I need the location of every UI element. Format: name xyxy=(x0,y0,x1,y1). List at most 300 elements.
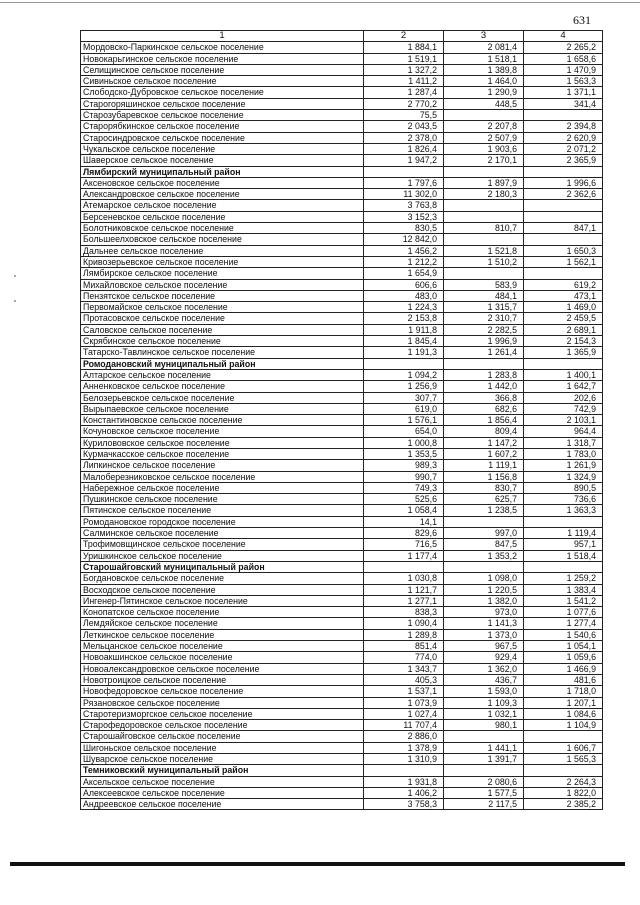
value-cell: 619,2 xyxy=(524,279,603,290)
value-cell: 1 383,4 xyxy=(524,584,603,595)
value-cell xyxy=(524,561,603,572)
value-cell: 989,3 xyxy=(364,460,444,471)
settlement-name-cell: Ромодановский муниципальный район xyxy=(81,358,364,369)
page-number: 631 xyxy=(573,13,591,27)
settlement-name-cell: Слободско-Дубровское сельское поселение xyxy=(81,87,364,98)
table-row xyxy=(81,505,603,516)
value-cell: 774,0 xyxy=(364,652,444,663)
value-cell: 2 170,1 xyxy=(444,155,524,166)
value-cell: 625,7 xyxy=(444,494,524,505)
settlement-name-cell: Трофимовщинское сельское поселение xyxy=(81,539,364,550)
value-cell: 11 707,4 xyxy=(364,720,444,731)
settlement-name-cell: Скрябинское сельское поселение xyxy=(81,336,364,347)
value-cell: 1 177,4 xyxy=(364,550,444,561)
settlement-name-cell: Протасовское сельское поселение xyxy=(81,313,364,324)
settlement-name-cell: Татарско-Тавлинское сельское поселение xyxy=(81,347,364,358)
value-cell xyxy=(364,166,444,177)
settlement-name-cell: Белозерьевское сельское поселение xyxy=(81,392,364,403)
value-cell: 483,0 xyxy=(364,290,444,301)
table-row xyxy=(81,674,603,685)
settlement-name-cell: Кочуновское сельское поселение xyxy=(81,426,364,437)
value-cell: 1 109,3 xyxy=(444,697,524,708)
value-cell: 1 658,6 xyxy=(524,53,603,64)
value-cell xyxy=(524,110,603,121)
value-cell: 1 518,1 xyxy=(444,53,524,64)
table-row xyxy=(81,652,603,663)
settlement-name-cell: Старошайговское сельское поселение xyxy=(81,731,364,742)
value-cell: 1 362,0 xyxy=(444,663,524,674)
settlement-name-cell: Андреевское сельское поселение xyxy=(81,799,364,810)
settlement-name-cell: Конопатское сельское поселение xyxy=(81,607,364,618)
value-cell: 1 287,4 xyxy=(364,87,444,98)
value-cell: 2 378,0 xyxy=(364,132,444,143)
table-row xyxy=(81,189,603,200)
value-cell: 2 770,2 xyxy=(364,98,444,109)
value-cell: 1 469,0 xyxy=(524,302,603,313)
table-row xyxy=(81,697,603,708)
district-row xyxy=(81,765,603,776)
value-cell: 1 090,4 xyxy=(364,618,444,629)
table-row xyxy=(81,369,603,380)
value-cell: 929,4 xyxy=(444,652,524,663)
table-row xyxy=(81,437,603,448)
settlement-name-cell: Новотроицкое сельское поселение xyxy=(81,674,364,685)
value-cell: 990,7 xyxy=(364,471,444,482)
top-scan-edge xyxy=(0,2,640,3)
value-cell: 202,6 xyxy=(524,392,603,403)
table-row xyxy=(81,392,603,403)
settlement-name-cell: Кривозерьевское сельское поселение xyxy=(81,256,364,267)
value-cell: 716,5 xyxy=(364,539,444,550)
value-cell: 1 519,1 xyxy=(364,53,444,64)
value-cell: 1 911,8 xyxy=(364,324,444,335)
header-cell: 1 xyxy=(81,31,364,42)
value-cell: 484,1 xyxy=(444,290,524,301)
value-cell: 2 265,2 xyxy=(524,42,603,53)
value-cell: 619,0 xyxy=(364,403,444,414)
value-cell xyxy=(444,110,524,121)
value-cell: 1 441,1 xyxy=(444,742,524,753)
table-row xyxy=(81,584,603,595)
value-cell: 1 642,7 xyxy=(524,381,603,392)
value-cell: 1 104,9 xyxy=(524,720,603,731)
value-cell xyxy=(364,358,444,369)
value-cell: 1 537,1 xyxy=(364,686,444,697)
value-cell: 1 290,9 xyxy=(444,87,524,98)
value-cell: 749,3 xyxy=(364,482,444,493)
value-cell xyxy=(524,200,603,211)
bottom-scan-edge xyxy=(10,862,625,866)
value-cell xyxy=(364,765,444,776)
settlement-name-cell: Набережное сельское поселение xyxy=(81,482,364,493)
value-cell: 838,3 xyxy=(364,607,444,618)
value-cell: 1 884,1 xyxy=(364,42,444,53)
value-cell: 829,6 xyxy=(364,528,444,539)
value-cell: 1 406,2 xyxy=(364,787,444,798)
table-row xyxy=(81,528,603,539)
value-cell: 2 459,5 xyxy=(524,313,603,324)
value-cell: 1 541,2 xyxy=(524,595,603,606)
table-row xyxy=(81,42,603,53)
settlement-name-cell: Рязановское сельское поселение xyxy=(81,697,364,708)
table-row xyxy=(81,87,603,98)
table-row xyxy=(81,516,603,527)
table-row xyxy=(81,595,603,606)
table-row xyxy=(81,731,603,742)
value-cell: 1 365,9 xyxy=(524,347,603,358)
value-cell: 2 154,3 xyxy=(524,336,603,347)
table-row xyxy=(81,799,603,810)
value-cell: 2 180,3 xyxy=(444,189,524,200)
value-cell: 2 310,7 xyxy=(444,313,524,324)
header-cell: 2 xyxy=(364,31,444,42)
settlement-name-cell: Шуварское сельское поселение xyxy=(81,754,364,765)
value-cell: 1 156,8 xyxy=(444,471,524,482)
settlement-name-cell: Константиновское сельское поселение xyxy=(81,415,364,426)
settlement-name-cell: Лямбирское сельское поселение xyxy=(81,268,364,279)
table-row xyxy=(81,663,603,674)
district-row xyxy=(81,561,603,572)
value-cell: 1 947,2 xyxy=(364,155,444,166)
table-row xyxy=(81,629,603,640)
value-cell xyxy=(444,358,524,369)
value-cell: 1 084,6 xyxy=(524,708,603,719)
value-cell xyxy=(524,268,603,279)
value-cell xyxy=(524,731,603,742)
district-row xyxy=(81,166,603,177)
value-cell: 973,0 xyxy=(444,607,524,618)
value-cell: 1 261,4 xyxy=(444,347,524,358)
settlement-name-cell: Селищинское сельское поселение xyxy=(81,64,364,75)
scan-speck xyxy=(14,300,16,302)
table-row xyxy=(81,641,603,652)
table-row xyxy=(81,290,603,301)
settlement-name-cell: Старошайговский муниципальный район xyxy=(81,561,364,572)
value-cell: 1 378,9 xyxy=(364,742,444,753)
value-cell: 682,6 xyxy=(444,403,524,414)
settlement-name-cell: Лямбирский муниципальный район xyxy=(81,166,364,177)
value-cell: 1 540,6 xyxy=(524,629,603,640)
value-cell xyxy=(364,561,444,572)
settlement-name-cell: Шигоньское сельское поселение xyxy=(81,742,364,753)
header-cell: 4 xyxy=(524,31,603,42)
table-body xyxy=(81,31,603,810)
value-cell xyxy=(444,166,524,177)
settlement-name-cell: Берсеневское сельское поселение xyxy=(81,211,364,222)
value-cell: 14,1 xyxy=(364,516,444,527)
value-cell: 1 032,1 xyxy=(444,708,524,719)
value-cell: 847,1 xyxy=(524,223,603,234)
settlement-name-cell: Алексеевское сельское поселение xyxy=(81,787,364,798)
table-row xyxy=(81,550,603,561)
settlement-name-cell: Ромодановское городское поселение xyxy=(81,516,364,527)
table-row xyxy=(81,415,603,426)
value-cell: 1 822,0 xyxy=(524,787,603,798)
table-row xyxy=(81,494,603,505)
value-cell: 1 797,6 xyxy=(364,177,444,188)
table-header-row xyxy=(81,31,603,42)
value-cell: 1 238,5 xyxy=(444,505,524,516)
settlement-name-cell: Ингенер-Пятинское сельское поселение xyxy=(81,595,364,606)
value-cell xyxy=(524,516,603,527)
value-cell xyxy=(444,516,524,527)
settlement-name-cell: Старосиндровское сельское поселение xyxy=(81,132,364,143)
value-cell: 3 152,3 xyxy=(364,211,444,222)
value-cell xyxy=(444,731,524,742)
settlement-name-cell: Салминское сельское поселение xyxy=(81,528,364,539)
value-cell: 606,6 xyxy=(364,279,444,290)
table-row xyxy=(81,256,603,267)
value-cell: 1 121,7 xyxy=(364,584,444,595)
settlement-name-cell: Липкинское сельское поселение xyxy=(81,460,364,471)
settlement-name-cell: Александровское сельское поселение xyxy=(81,189,364,200)
value-cell xyxy=(444,200,524,211)
settlement-name-cell: Михайловское сельское поселение xyxy=(81,279,364,290)
value-cell: 736,6 xyxy=(524,494,603,505)
value-cell: 525,6 xyxy=(364,494,444,505)
value-cell: 1 576,1 xyxy=(364,415,444,426)
value-cell: 1 073,9 xyxy=(364,697,444,708)
value-cell xyxy=(444,211,524,222)
value-cell: 1 077,6 xyxy=(524,607,603,618)
value-cell: 2 207,8 xyxy=(444,121,524,132)
settlement-name-cell: Темниковский муниципальный район xyxy=(81,765,364,776)
value-cell: 12 842,0 xyxy=(364,234,444,245)
value-cell: 1 324,9 xyxy=(524,471,603,482)
value-cell: 2 689,1 xyxy=(524,324,603,335)
value-cell: 1 277,1 xyxy=(364,595,444,606)
settlement-name-cell: Новофедоровское сельское поселение xyxy=(81,686,364,697)
settlement-name-cell: Саловское сельское поселение xyxy=(81,324,364,335)
value-cell: 1 141,3 xyxy=(444,618,524,629)
value-cell: 2 264,3 xyxy=(524,776,603,787)
value-cell: 1 996,9 xyxy=(444,336,524,347)
table-row xyxy=(81,618,603,629)
settlement-name-cell: Новоакшинское сельское поселение xyxy=(81,652,364,663)
table-row xyxy=(81,686,603,697)
value-cell: 980,1 xyxy=(444,720,524,731)
value-cell: 847,5 xyxy=(444,539,524,550)
value-cell xyxy=(524,234,603,245)
value-cell: 1 371,1 xyxy=(524,87,603,98)
value-cell: 1 207,1 xyxy=(524,697,603,708)
value-cell: 1 353,2 xyxy=(444,550,524,561)
value-cell: 1 607,2 xyxy=(444,448,524,459)
value-cell: 1 054,1 xyxy=(524,641,603,652)
table-row xyxy=(81,482,603,493)
value-cell: 1 343,7 xyxy=(364,663,444,674)
value-cell: 1 318,7 xyxy=(524,437,603,448)
value-cell: 1 856,4 xyxy=(444,415,524,426)
value-cell: 967,5 xyxy=(444,641,524,652)
table-row xyxy=(81,245,603,256)
value-cell: 1 606,7 xyxy=(524,742,603,753)
value-cell: 1 593,0 xyxy=(444,686,524,697)
settlement-name-cell: Курмачкасское сельское поселение xyxy=(81,448,364,459)
settlement-name-cell: Первомайское сельское поселение xyxy=(81,302,364,313)
value-cell: 1 382,0 xyxy=(444,595,524,606)
value-cell: 1 897,9 xyxy=(444,177,524,188)
scan-speck xyxy=(14,275,16,277)
value-cell: 810,7 xyxy=(444,223,524,234)
value-cell: 2 886,0 xyxy=(364,731,444,742)
value-cell xyxy=(444,765,524,776)
value-cell: 1 256,9 xyxy=(364,381,444,392)
table-row xyxy=(81,279,603,290)
value-cell: 1 650,3 xyxy=(524,245,603,256)
value-cell: 583,9 xyxy=(444,279,524,290)
settlement-name-cell: Богдановское сельское поселение xyxy=(81,573,364,584)
value-cell: 851,4 xyxy=(364,641,444,652)
settlement-name-cell: Дальнее сельское поселение xyxy=(81,245,364,256)
table-row xyxy=(81,98,603,109)
settlement-name-cell: Анненковское сельское поселение xyxy=(81,381,364,392)
budget-table xyxy=(80,30,603,810)
table-row xyxy=(81,708,603,719)
value-cell: 1 000,8 xyxy=(364,437,444,448)
value-cell: 1 518,4 xyxy=(524,550,603,561)
settlement-name-cell: Лемдяйское сельское поселение xyxy=(81,618,364,629)
value-cell: 830,7 xyxy=(444,482,524,493)
value-cell: 1 411,2 xyxy=(364,76,444,87)
value-cell: 1 577,5 xyxy=(444,787,524,798)
value-cell: 75,5 xyxy=(364,110,444,121)
value-cell: 11 302,0 xyxy=(364,189,444,200)
table-row xyxy=(81,313,603,324)
value-cell: 366,8 xyxy=(444,392,524,403)
settlement-name-cell: Атемарское сельское поселение xyxy=(81,200,364,211)
settlement-name-cell: Старотеризморгское сельское поселение xyxy=(81,708,364,719)
table-row xyxy=(81,177,603,188)
table-row xyxy=(81,426,603,437)
value-cell: 997,0 xyxy=(444,528,524,539)
table-row xyxy=(81,53,603,64)
settlement-name-cell: Шаверское сельское поселение xyxy=(81,155,364,166)
settlement-name-cell: Аксельское сельское поселение xyxy=(81,776,364,787)
header-cell: 3 xyxy=(444,31,524,42)
table-row xyxy=(81,110,603,121)
value-cell: 1 466,9 xyxy=(524,663,603,674)
value-cell: 1 027,4 xyxy=(364,708,444,719)
table-row xyxy=(81,381,603,392)
value-cell: 1 212,2 xyxy=(364,256,444,267)
settlement-name-cell: Старофедоровское сельское поселение xyxy=(81,720,364,731)
value-cell: 2 153,8 xyxy=(364,313,444,324)
value-cell: 341,4 xyxy=(524,98,603,109)
value-cell: 1 030,8 xyxy=(364,573,444,584)
value-cell: 3 763,8 xyxy=(364,200,444,211)
value-cell: 405,3 xyxy=(364,674,444,685)
value-cell: 957,1 xyxy=(524,539,603,550)
value-cell: 654,0 xyxy=(364,426,444,437)
value-cell: 1 456,2 xyxy=(364,245,444,256)
settlement-name-cell: Уришкинское сельское поселение xyxy=(81,550,364,561)
value-cell: 1 903,6 xyxy=(444,143,524,154)
table-row xyxy=(81,573,603,584)
settlement-name-cell: Мельцанское сельское поселение xyxy=(81,641,364,652)
table-row xyxy=(81,336,603,347)
value-cell: 307,7 xyxy=(364,392,444,403)
value-cell: 1 261,9 xyxy=(524,460,603,471)
value-cell: 2 071,2 xyxy=(524,143,603,154)
value-cell xyxy=(524,765,603,776)
value-cell: 448,5 xyxy=(444,98,524,109)
settlement-name-cell: Новокарьгинское сельское поселение xyxy=(81,53,364,64)
table-row xyxy=(81,471,603,482)
table-row xyxy=(81,448,603,459)
value-cell: 2 362,6 xyxy=(524,189,603,200)
settlement-name-cell: Старогоряшинское сельское поселение xyxy=(81,98,364,109)
settlement-name-cell: Вырыпаевское сельское поселение xyxy=(81,403,364,414)
value-cell: 1 391,7 xyxy=(444,754,524,765)
value-cell: 1 783,0 xyxy=(524,448,603,459)
table-row xyxy=(81,324,603,335)
value-cell: 481,6 xyxy=(524,674,603,685)
table-row xyxy=(81,754,603,765)
table-row xyxy=(81,200,603,211)
table-row xyxy=(81,720,603,731)
value-cell: 1 521,8 xyxy=(444,245,524,256)
settlement-name-cell: Старорябкинское сельское поселение xyxy=(81,121,364,132)
value-cell: 1 400,1 xyxy=(524,369,603,380)
settlement-name-cell: Пушкинское сельское поселение xyxy=(81,494,364,505)
value-cell: 1 259,2 xyxy=(524,573,603,584)
table-row xyxy=(81,211,603,222)
value-cell: 1 654,9 xyxy=(364,268,444,279)
value-cell: 1 562,1 xyxy=(524,256,603,267)
table-row xyxy=(81,776,603,787)
value-cell: 1 464,0 xyxy=(444,76,524,87)
value-cell: 1 389,8 xyxy=(444,64,524,75)
value-cell: 2 117,5 xyxy=(444,799,524,810)
value-cell: 1 094,2 xyxy=(364,369,444,380)
value-cell: 1 119,4 xyxy=(524,528,603,539)
settlement-name-cell: Аксеновское сельское поселение xyxy=(81,177,364,188)
value-cell xyxy=(524,358,603,369)
value-cell xyxy=(524,211,603,222)
value-cell: 1 826,4 xyxy=(364,143,444,154)
value-cell: 1 996,6 xyxy=(524,177,603,188)
value-cell: 2 282,5 xyxy=(444,324,524,335)
value-cell: 1 059,6 xyxy=(524,652,603,663)
value-cell: 1 845,4 xyxy=(364,336,444,347)
value-cell: 1 098,0 xyxy=(444,573,524,584)
table-row xyxy=(81,460,603,471)
value-cell: 1 289,8 xyxy=(364,629,444,640)
value-cell: 809,4 xyxy=(444,426,524,437)
settlement-name-cell: Леткинское сельское поселение xyxy=(81,629,364,640)
value-cell: 742,9 xyxy=(524,403,603,414)
value-cell xyxy=(524,166,603,177)
table-row xyxy=(81,121,603,132)
value-cell: 1 718,0 xyxy=(524,686,603,697)
table-row xyxy=(81,64,603,75)
value-cell: 1 191,3 xyxy=(364,347,444,358)
value-cell: 1 931,8 xyxy=(364,776,444,787)
table-row xyxy=(81,403,603,414)
settlement-name-cell: Большеелховское сельское поселение xyxy=(81,234,364,245)
value-cell: 1 565,3 xyxy=(524,754,603,765)
table-row xyxy=(81,223,603,234)
value-cell xyxy=(444,268,524,279)
table-row xyxy=(81,234,603,245)
value-cell: 1 315,7 xyxy=(444,302,524,313)
table-row xyxy=(81,347,603,358)
value-cell: 830,5 xyxy=(364,223,444,234)
value-cell: 2 081,4 xyxy=(444,42,524,53)
value-cell: 2 365,9 xyxy=(524,155,603,166)
value-cell: 1 058,4 xyxy=(364,505,444,516)
